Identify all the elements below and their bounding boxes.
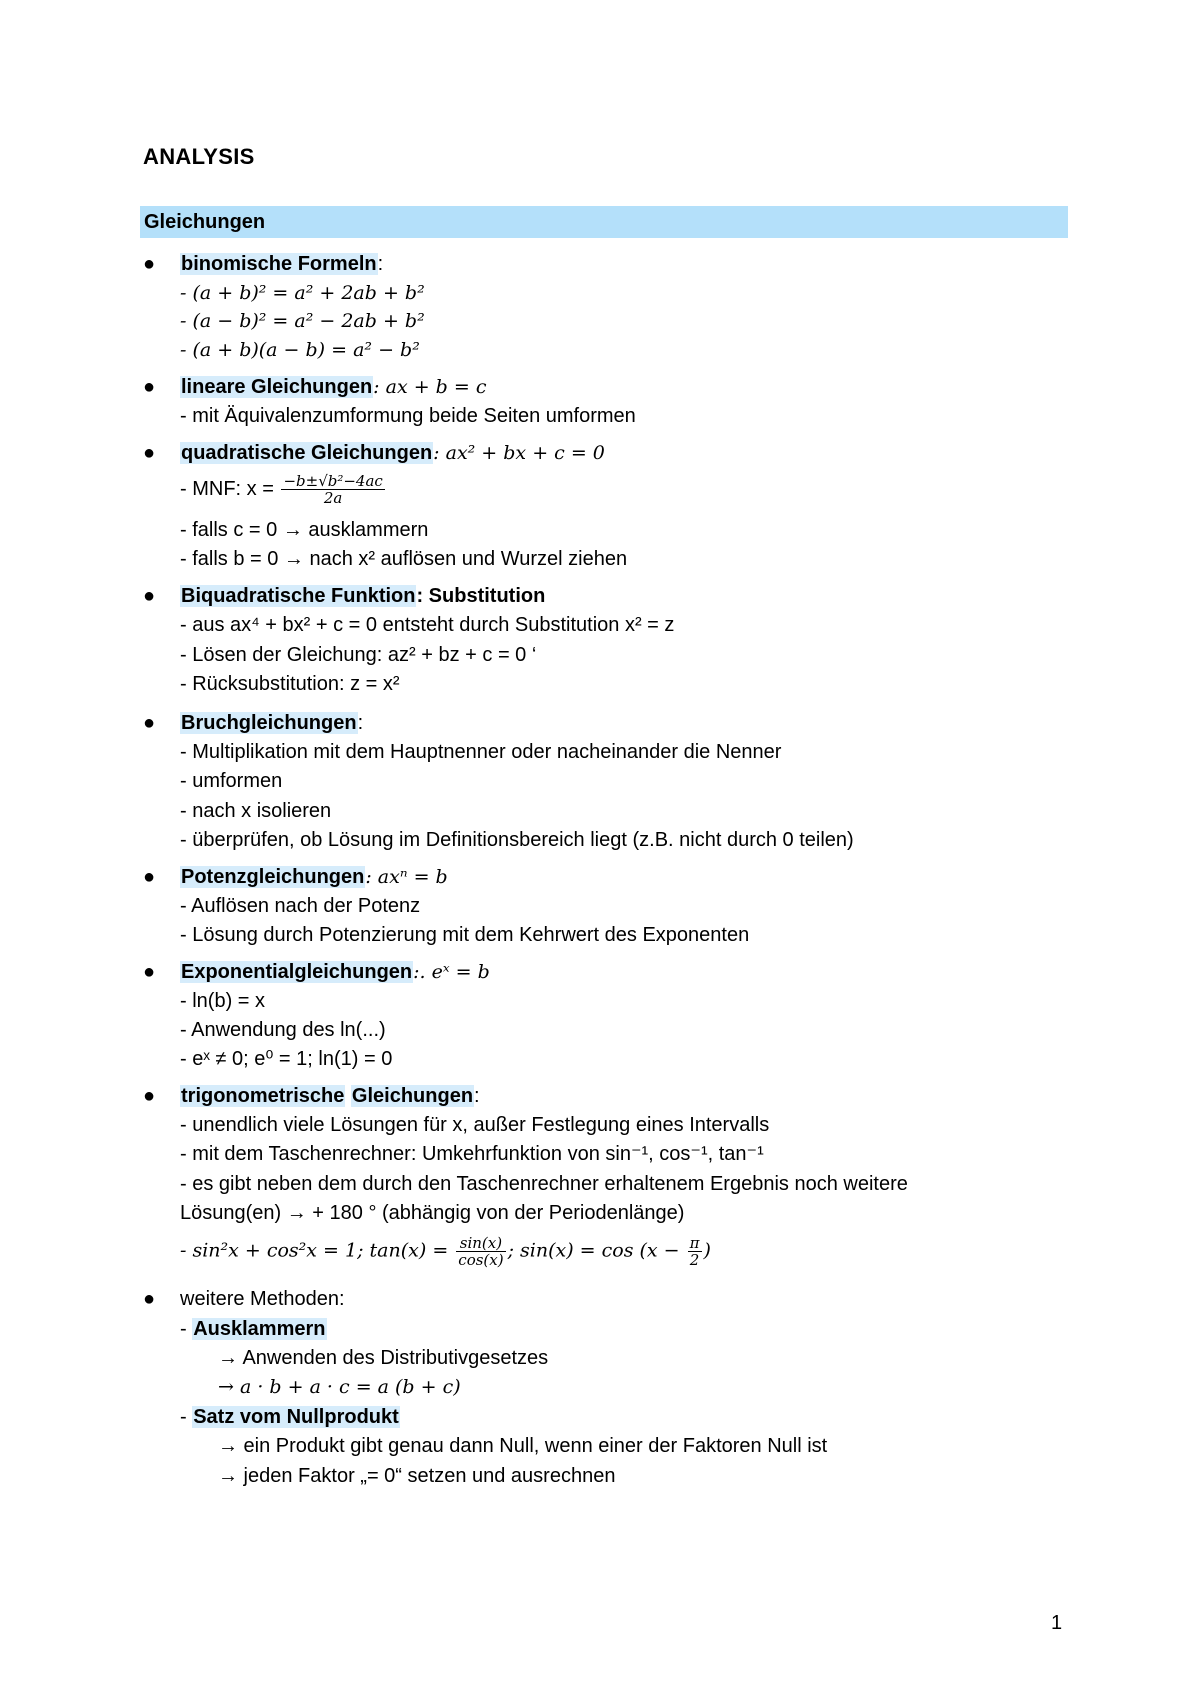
tan-fraction: $\frac{\sin(x)}{\cos(x)}$ bbox=[458, 1234, 504, 1269]
item-binomische-formeln: binomische Formeln: bbox=[181, 253, 384, 275]
item-trigonometrische-gleichungen: trigonometrische Gleichungen: bbox=[181, 1085, 480, 1107]
item-label: quadratische Gleichungen bbox=[181, 442, 433, 464]
item-exponentialgleichungen: Exponentialgleichungen:. eˣ = b bbox=[181, 961, 490, 983]
mnf-line: - MNF: x = $\frac{\text{−b±√b²−4ac}}{2a}$ bbox=[180, 472, 383, 507]
text-line: - Lösung durch Potenzierung mit dem Kehrwert des Exponenten bbox=[180, 924, 750, 946]
page-number: 1 bbox=[1051, 1612, 1063, 1634]
item-quadratische-gleichungen: quadratische Gleichungen: ax² + bx + c = 0 bbox=[181, 442, 605, 464]
text-line: - aus ax⁴ + bx² + c = 0 entsteht durch Substitution x² = z bbox=[180, 614, 675, 636]
text-line: - Rücksubstitution: z = x² bbox=[180, 673, 400, 695]
bullet-icon: ● bbox=[143, 376, 156, 398]
item-label: lineare Gleichungen bbox=[181, 376, 373, 398]
item-label: Satz vom Nullprodukt bbox=[193, 1406, 399, 1428]
mnf-fraction: $\frac{\text{−b±√b²−4ac}}{2a}$ bbox=[283, 472, 383, 507]
item-label: trigonometrische bbox=[181, 1085, 345, 1107]
bullet-icon: ● bbox=[143, 1085, 156, 1107]
item-label: binomische Formeln bbox=[181, 253, 377, 275]
text-line: - falls c = 0 → ausklammern bbox=[180, 519, 429, 541]
item-weitere-methoden: weitere Methoden: bbox=[180, 1288, 345, 1310]
bullet-icon: ● bbox=[143, 961, 156, 983]
bullet-icon: ● bbox=[143, 253, 156, 275]
ausklammern-line: - Ausklammern bbox=[180, 1318, 326, 1340]
bullet-icon: ● bbox=[143, 585, 156, 607]
text-line: - falls b = 0 → nach x² auflösen und Wurzel ziehen bbox=[180, 548, 628, 570]
item-label: Gleichungen bbox=[351, 1085, 474, 1107]
text-line: - Anwendung des ln(...) bbox=[180, 1019, 386, 1041]
trig-identity-line: - sin²x + cos²x = 1; tan(x) = $\frac{\sin(x)}{\cos(x)}$ ; sin(x) = cos (x − $\frac{\pi}{2}$ ) bbox=[180, 1234, 711, 1269]
item-potenzgleichungen: Potenzgleichungen: axⁿ = b bbox=[181, 866, 448, 888]
bullet-icon: ● bbox=[143, 866, 156, 888]
item-biquadratische-funktion: Biquadratische Funktion: Substitution bbox=[181, 585, 546, 607]
formula-line: → a · b + a · c = a (b + c) bbox=[218, 1376, 461, 1398]
satz-line: - Satz vom Nullprodukt bbox=[180, 1406, 399, 1428]
text-line: → ein Produkt gibt genau dann Null, wenn einer der Faktoren Null ist bbox=[218, 1435, 828, 1457]
item-label: Biquadratische Funktion bbox=[181, 585, 416, 607]
formula-line: - (a + b)² = a² + 2ab + b² bbox=[180, 282, 425, 304]
bullet-icon: ● bbox=[143, 442, 156, 464]
text-line: - umformen bbox=[180, 770, 283, 792]
text-line: - mit dem Taschenrechner: Umkehrfunktion von sin⁻¹, cos⁻¹, tan⁻¹ bbox=[180, 1143, 764, 1165]
text-line: Lösung(en) → + 180 ° (abhängig von der Periodenlänge) bbox=[180, 1202, 685, 1224]
document-title: ANALYSIS bbox=[143, 144, 255, 169]
text-line: - ln(b) = x bbox=[180, 990, 266, 1012]
text-line: - Lösen der Gleichung: az² + bz + c = 0 ‘ bbox=[180, 644, 537, 666]
text-line: - Multiplikation mit dem Hauptnenner oder nacheinander die Nenner bbox=[180, 741, 782, 763]
formula-line: - (a − b)² = a² − 2ab + b² bbox=[180, 310, 425, 332]
item-bruchgleichungen: Bruchgleichungen: bbox=[181, 712, 364, 734]
pi-fraction: $\frac{\pi}{2}$ bbox=[689, 1234, 700, 1269]
bullet-icon: ● bbox=[143, 1288, 156, 1310]
item-lineare-gleichungen: lineare Gleichungen: ax + b = c bbox=[181, 376, 487, 398]
item-label: Bruchgleichungen bbox=[181, 712, 357, 734]
text-line: - Auflösen nach der Potenz bbox=[180, 895, 421, 917]
text-line: - überprüfen, ob Lösung im Definitionsbereich liegt (z.B. nicht durch 0 teilen) bbox=[180, 829, 854, 851]
section-header bbox=[140, 206, 1068, 238]
formula-line: - (a + b)(a − b) = a² − b² bbox=[180, 339, 420, 361]
item-label: Potenzgleichungen bbox=[181, 866, 365, 888]
text-line: → Anwenden des Distributivgesetzes bbox=[218, 1347, 549, 1369]
text-line: - eˣ ≠ 0; e⁰ = 1; ln(1) = 0 bbox=[180, 1048, 393, 1070]
bullet-icon: ● bbox=[143, 712, 156, 734]
text-line: - unendlich viele Lösungen für x, außer Festlegung eines Intervalls bbox=[180, 1114, 770, 1136]
section-title: Gleichungen bbox=[144, 211, 266, 233]
text-line: → jeden Faktor „= 0“ setzen und ausrechnen bbox=[218, 1465, 616, 1487]
item-label: Exponentialgleichungen bbox=[181, 961, 413, 983]
text-line: - nach x isolieren bbox=[180, 800, 332, 822]
item-label: Ausklammern bbox=[193, 1318, 326, 1340]
text-line: - mit Äquivalenzumformung beide Seiten umformen bbox=[180, 405, 636, 427]
text-line: - es gibt neben dem durch den Taschenrechner erhaltenem Ergebnis noch weitere bbox=[180, 1173, 908, 1195]
